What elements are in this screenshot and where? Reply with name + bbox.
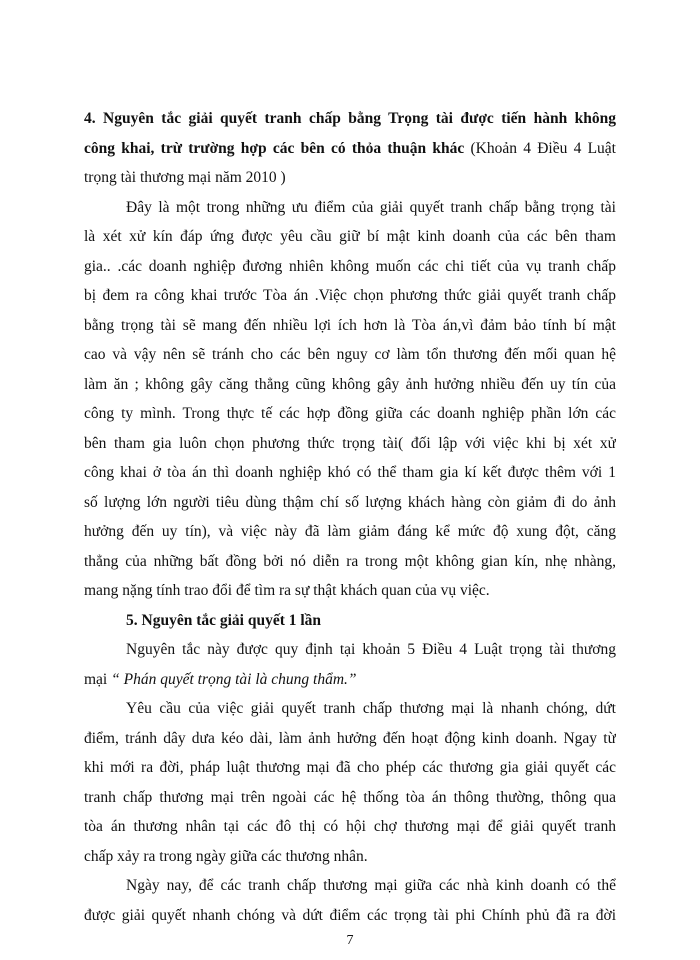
page-number: 7 <box>346 933 354 948</box>
paragraph-2-line: Nguyên tắc này được quy định tại khoản 5 Điều 4 Luật trọng tài thương <box>126 641 616 658</box>
paragraph-1-line: bên tham gia luôn chọn phương thức trọng tài( đối lập với việc khi bị xét xử <box>84 435 616 452</box>
heading-4-line-1: 4. Nguyên tắc giải quyết tranh chấp bằng Trọng tài được tiến hành không <box>84 110 616 127</box>
heading-4-line-3: trọng tài thương mại năm 2010 ) <box>84 169 286 186</box>
paragraph-3-line: Yêu cầu của việc giải quyết tranh chấp thương mại là nhanh chóng, dứt <box>126 700 616 717</box>
paragraph-1-line: là xét xử kín đáp ứng được yêu cầu giữ bí mật kinh doanh của các bên tham <box>84 228 616 245</box>
paragraph-4-line: Ngày nay, để các tranh chấp thương mại giữa các nhà kinh doanh có thể <box>126 877 616 894</box>
paragraph-3-line: chấp xảy ra trong ngày giữa các thương nhân. <box>84 848 368 865</box>
paragraph-1-line: bị đem ra công khai trước Tòa án .Việc chọn phương thức giải quyết tranh chấp <box>84 287 616 304</box>
paragraph-1-line: thẳng của những bất đồng bởi nó diễn ra trong một không gian kín, nhẹ nhàng, <box>84 553 616 570</box>
quoted-ruling: “ Phán quyết trọng tài là chung thẩm.” <box>111 671 357 688</box>
paragraph-4-line: được giải quyết nhanh chóng và dứt điểm các trọng tài phi Chính phủ đã ra đời <box>84 907 616 924</box>
paragraph-2-lead: mại <box>84 671 112 688</box>
paragraph-1-line: bằng trọng tài sẽ mang đến nhiều lợi ích hơn là Tòa án,vì đảm bảo tính bí mật <box>84 317 616 334</box>
heading-4-line-2 <box>84 137 616 161</box>
paragraph-1-line: số lượng lớn người tiêu dùng thậm chí số lượng khách hàng còn giảm đi do ảnh <box>84 494 616 511</box>
paragraph-1-line: hưởng đến uy tín), và việc này đã làm giảm đáng kể mức độ xung đột, căng <box>84 523 616 540</box>
paragraph-1-line: công khai ở tòa án thì doanh nghiệp khó có thể tham gia kí kết được thêm với 1 <box>84 464 616 481</box>
paragraph-1-line: gia.. .các doanh nghiệp đương nhiên không muốn các chi tiết của vụ tranh chấp <box>84 258 616 275</box>
paragraph-3-line: tranh chấp thương mại trên ngoài các hệ thống tòa án thông thường, thông qua <box>84 789 616 806</box>
paragraph-3-line: khi mới ra đời, pháp luật thương mại đã cho phép các thương gia giải quyết các <box>84 759 616 776</box>
heading-4-line-2-bold: công khai, trừ trường hợp các bên có thỏa thuận khác <box>84 140 465 157</box>
heading-5: 5. Nguyên tắc giải quyết 1 lần <box>126 612 322 629</box>
paragraph-1-line: mang nặng tính trao đổi để tìm ra sự thật khách quan của vụ việc. <box>84 582 490 599</box>
paragraph-1-line: cao và vậy nên sẽ tránh cho các bên nguy cơ làm tổn thương đến mối quan hệ <box>84 346 616 363</box>
paragraph-3-line: tòa án thương nhân tại các đô thị có hội chợ thương mại để giải quyết tranh <box>84 818 616 835</box>
paragraph-1-line: công ty mình. Trong thực tế các hợp đồng giữa các doanh nghiệp phần lớn các <box>84 405 616 422</box>
paragraph-2-line <box>84 668 616 692</box>
paragraph-1-line: Đây là một trong những ưu điểm của giải quyết tranh chấp bằng trọng tài <box>126 199 616 216</box>
paragraph-3-line: điểm, tránh dây dưa kéo dài, làm ảnh hưởng đến hoạt động kinh doanh. Ngay từ <box>84 730 616 747</box>
paragraph-1-line: làm ăn ; không gây căng thẳng cũng không gây ảnh hưởng nhiều đến uy tín của <box>84 376 616 393</box>
heading-4-line-2-ref: (Khoản 4 Điều 4 Luật <box>464 140 616 157</box>
